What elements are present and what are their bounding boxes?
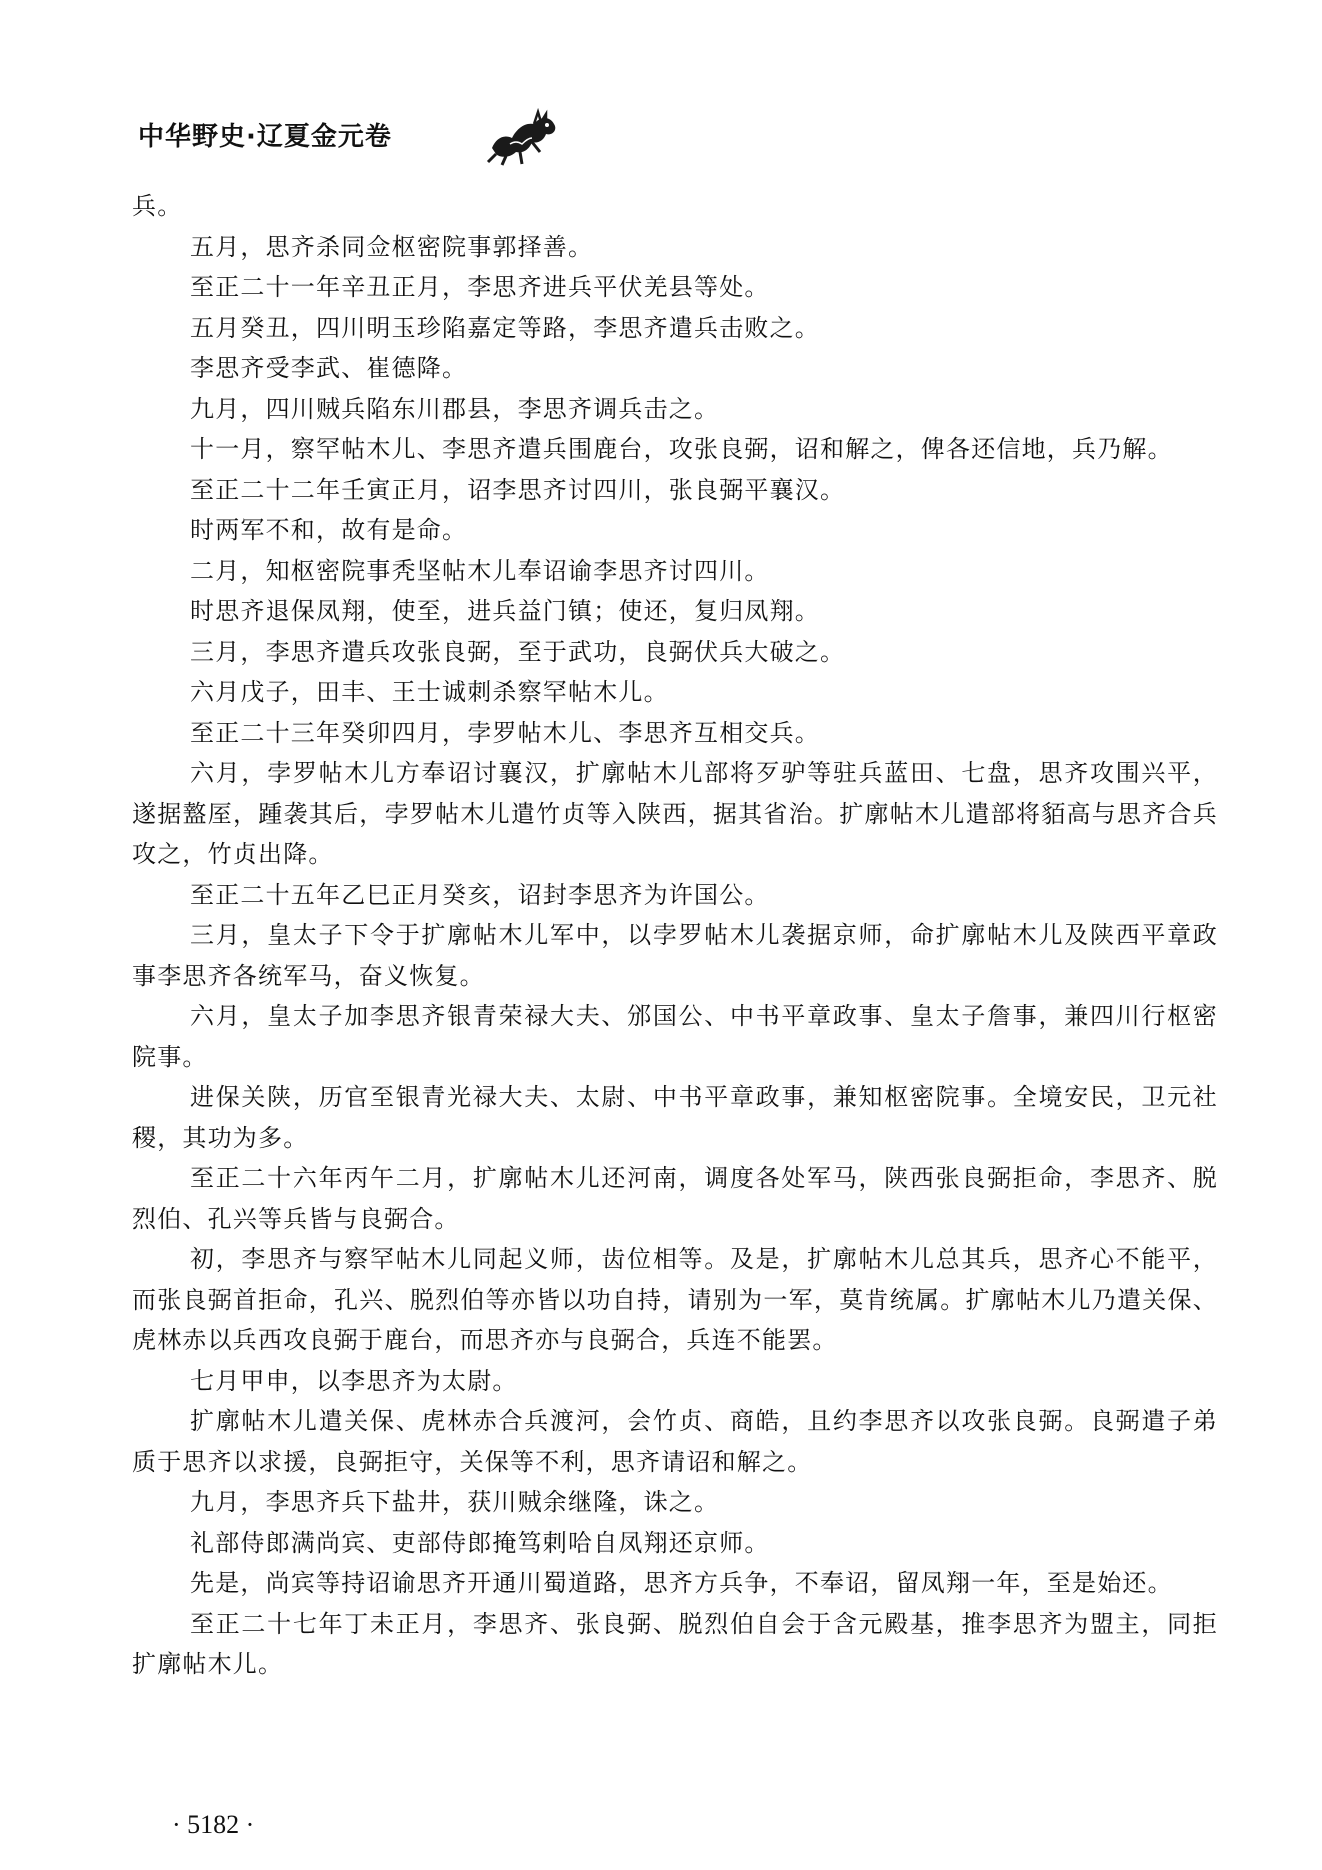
dragon-emblem-icon — [486, 108, 560, 166]
paragraph: 三月，李思齐遣兵攻张良弼，至于武功，良弼伏兵大破之。 — [190, 637, 846, 666]
paragraph: 至正二十三年癸卯四月，孛罗帖木儿、李思齐互相交兵。 — [190, 718, 820, 747]
paragraph: 先是，尚宾等持诏谕思齐开通川蜀道路，思齐方兵争，不奉诏，留凤翔一年，至是始还。 — [190, 1569, 1173, 1597]
paragraph: 二月，知枢密院事秃坚帖木儿奉诏谕李思齐讨四川。 — [190, 556, 770, 585]
paragraph: 五月癸丑，四川明玉珍陷嘉定等路，李思齐遣兵击败之。 — [190, 313, 820, 342]
paragraph: 六月戊子，田丰、王士诚刺杀察罕帖木儿。 — [190, 678, 669, 706]
paragraph: 至正二十六年丙午二月，扩廓帖木儿还河南，调度各处军马，陕西张良弼拒命，李思齐、脱烈伯、孔兴等兵皆与良弼合。 — [132, 1164, 1218, 1233]
paragraph: 兵。 — [132, 192, 183, 220]
running-header — [138, 108, 558, 168]
paragraph: 五月，思齐杀同佥枢密院事郭择善。 — [190, 232, 594, 261]
paragraph: 七月甲申，以李思齐为太尉。 — [190, 1366, 518, 1395]
paragraph: 扩廓帖木儿遣关保、虎林赤合兵渡河，会竹贞、商皓，且约李思齐以攻张良弼。良弼遣子弟质于思齐以求援，良弼拒守，关保等不利，思齐请诏和解之。 — [132, 1407, 1218, 1476]
paragraph: 六月，皇太子加李思齐银青荣禄大夫、邠国公、中书平章政事、皇太子詹事，兼四川行枢密院事。 — [132, 1002, 1218, 1071]
paragraph: 至正二十二年壬寅正月，诏李思齐讨四川，张良弼平襄汉。 — [190, 475, 846, 504]
paragraph: 时两军不和，故有是命。 — [190, 516, 468, 544]
header-title: 中华野史·辽夏金元卷 — [138, 122, 392, 152]
paragraph: 李思齐受李武、崔德降。 — [190, 354, 468, 382]
paragraph: 九月，李思齐兵下盐井，获川贼余继隆，诛之。 — [190, 1488, 720, 1516]
body-text — [132, 186, 1218, 1685]
paragraph: 时思齐退保凤翔，使至，进兵益门镇；使还，复归凤翔。 — [190, 597, 820, 625]
paragraph: 初，李思齐与察罕帖木儿同起义师，齿位相等。及是，扩廓帖木儿总其兵，思齐心不能平，而张良弼首拒命，孔兴、脱烈伯等亦皆以功自持，请别为一军，莫肯统属。扩廓帖木儿乃遣关保、虎林赤以兵西攻良弼于鹿台，而思齐亦与良弼合，兵连不能罢。 — [132, 1245, 1218, 1354]
paragraph: 九月，四川贼兵陷东川郡县，李思齐调兵击之。 — [190, 394, 720, 423]
paragraph: 进保关陕，历官至银青光禄大夫、太尉、中书平章政事，兼知枢密院事。全境安民，卫元社稷，其功为多。 — [132, 1083, 1218, 1152]
paragraph: 三月，皇太子下令于扩廓帖木儿军中，以孛罗帖木儿袭据京师，命扩廓帖木儿及陕西平章政事李思齐各统军马，奋义恢复。 — [132, 921, 1218, 990]
paragraph: 至正二十五年乙巳正月癸亥，诏封李思齐为许国公。 — [190, 880, 770, 909]
paragraph: 至正二十七年丁未正月，李思齐、张良弼、脱烈伯自会于含元殿基，推李思齐为盟主，同拒扩廓帖木儿。 — [132, 1609, 1218, 1678]
page-number: · 5182 · — [172, 1810, 255, 1839]
paragraph: 六月，孛罗帖木儿方奉诏讨襄汉，扩廓帖木儿部将歹驴等驻兵蓝田、七盘，思齐攻围兴平，遂据盩厔，踵袭其后，孛罗帖木儿遣竹贞等入陕西，据其省治。扩廓帖木儿遣部将貊高与思齐合兵攻之，竹贞出降。 — [132, 759, 1218, 868]
paragraph: 至正二十一年辛丑正月，李思齐进兵平伏羌县等处。 — [190, 273, 770, 301]
paragraph: 礼部侍郎满尚宾、吏部侍郎掩笃剌哈自凤翔还京师。 — [190, 1528, 770, 1557]
paragraph: 十一月，察罕帖木儿、李思齐遣兵围鹿台，攻张良弼，诏和解之，俾各还信地，兵乃解。 — [190, 435, 1173, 463]
